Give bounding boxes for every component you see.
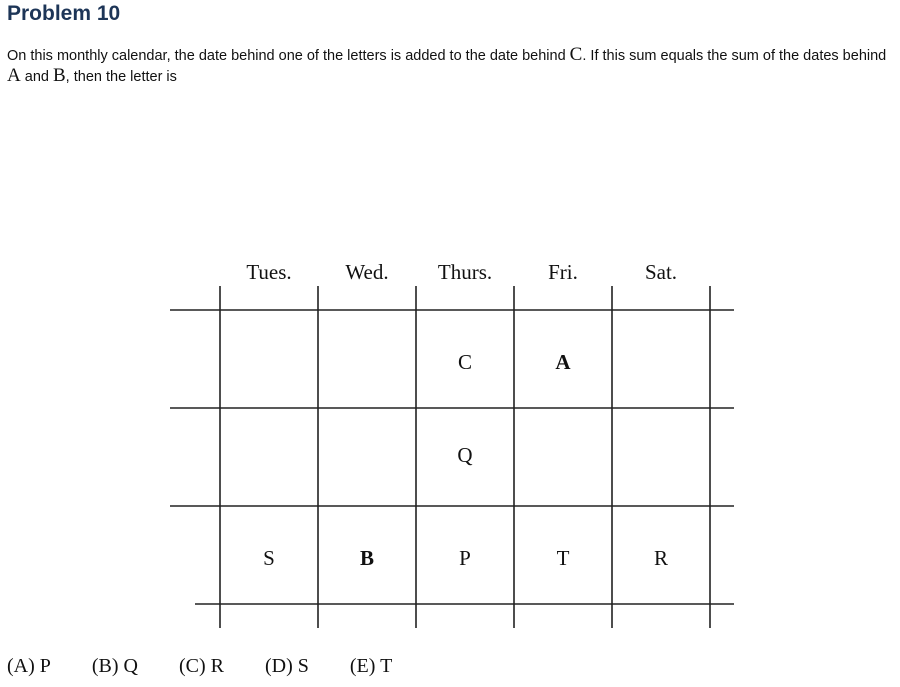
- header-wed: Wed.: [345, 260, 389, 284]
- header-sat: Sat.: [644, 260, 678, 284]
- header-fri: Fri.: [548, 260, 578, 284]
- header-tues: Tues.: [246, 260, 292, 284]
- cell-letter-s: S: [263, 546, 275, 570]
- cell-letter-q: Q: [457, 443, 473, 467]
- cell-letter-p: P: [459, 546, 471, 570]
- variable-c: C: [569, 44, 583, 65]
- choice-a[interactable]: (A) P: [7, 655, 51, 677]
- header-thurs: Thurs.: [437, 260, 493, 284]
- statement-text-2: . If this sum equals the sum of the dates behind: [582, 48, 887, 64]
- cell-letter-a: A: [555, 350, 571, 374]
- statement-text-4: , then the letter is: [65, 69, 177, 85]
- variable-a: A: [7, 65, 21, 86]
- variable-b: B: [52, 65, 66, 86]
- choice-e[interactable]: (E) T: [349, 655, 393, 677]
- choice-d[interactable]: (D) S: [265, 655, 309, 677]
- statement-text-1: On this monthly calendar, the date behind one of the letters is added to the date behind: [7, 48, 570, 64]
- statement-text-3: and: [20, 69, 53, 85]
- choice-b[interactable]: (B) Q: [91, 655, 138, 677]
- cell-letter-t: T: [556, 546, 570, 570]
- cell-letter-b: B: [359, 546, 375, 570]
- choice-c[interactable]: (C) R: [179, 655, 224, 677]
- cell-letter-c: C: [457, 350, 473, 374]
- answer-choices: [7, 655, 428, 678]
- problem-title: Problem 10: [7, 2, 121, 25]
- cell-letter-r: R: [653, 546, 669, 570]
